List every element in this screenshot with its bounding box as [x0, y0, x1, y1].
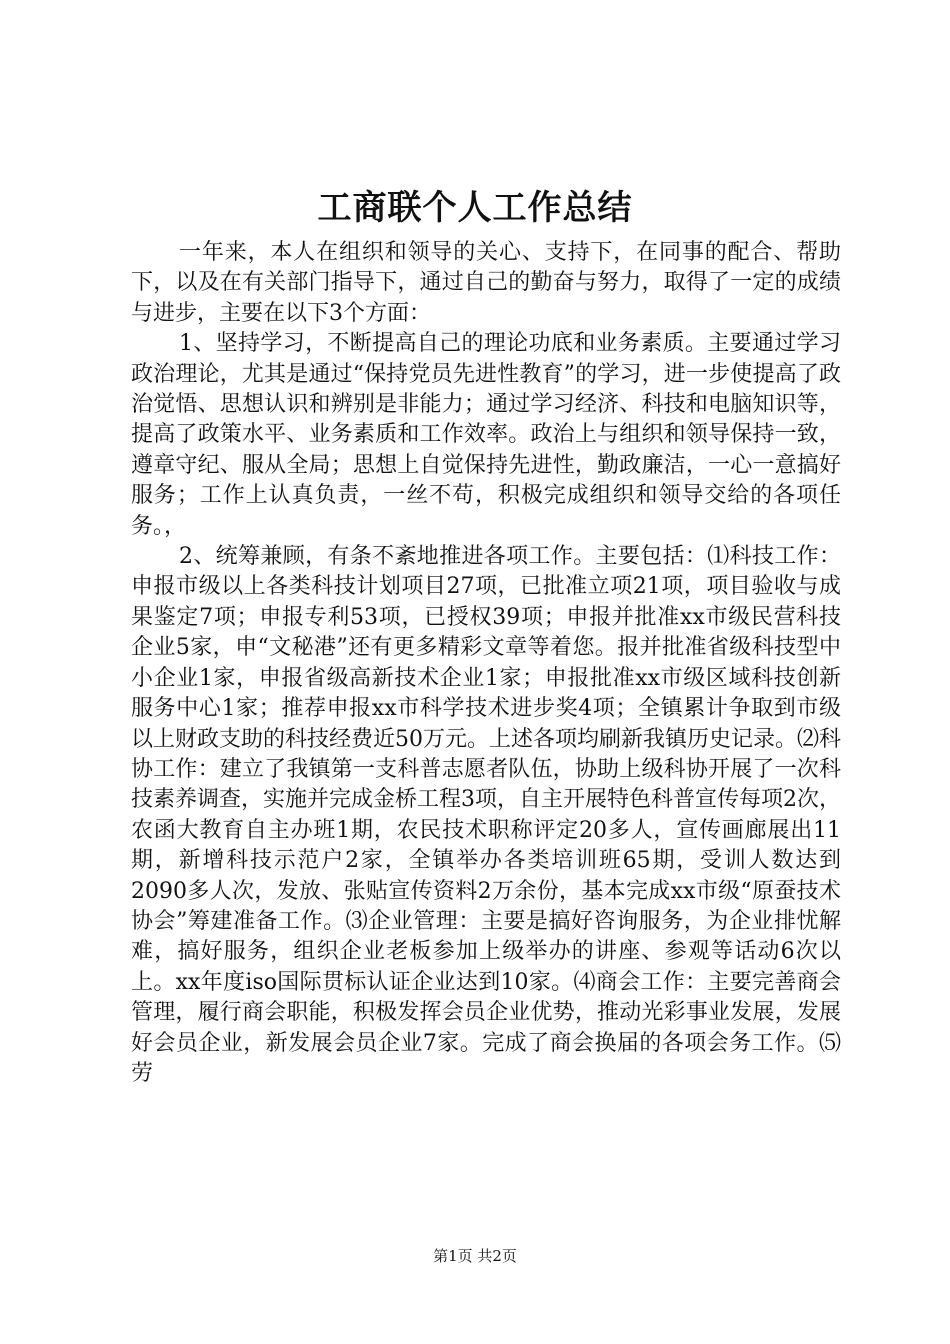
page-footer: 第1页 共2页: [433, 1247, 517, 1265]
paragraph-study: 1、坚持学习，不断提高自己的理论功底和业务素质。主要通过学习政治理论，尤其是通过“保持党员先进性教育”的学习，进一步使提高了政治觉悟、思想认识和辨别是非能力；通过学习经济、科技和电脑知识等，提高了政策水平、业务素质和工作效率。政治上与组织和领导保持一致，遵章守纪、服从全局；思想上自觉保持先进性，勤政廉洁，一心一意搞好服务；工作上认真负责，一丝不苟，积极完成组织和领导交给的各项任务。，: [131, 331, 841, 539]
paragraph-work: 2、统筹兼顾，有条不紊地推进各项工作。主要包括：⑴科技工作：申报市级以上各类科技计划项目27项，已批准立项21项，项目验收与成果鉴定7项；申报专利53项，已授权39项；申报并批准xx市级民营科技企业5家，申“文秘港”还有更多精彩文章等着您。报并批准省级科技型中小企业1家，申报省级高新技术企业1家；申报批准xx市级区域科技创新服务中心1家；推荐申报xx市科学技术进步奖4项；全镇累计争取到市级以上财政支助的科技经费近50万元。上述各项均刷新我镇历史记录。⑵科协工作：建立了我镇第一支科普志愿者队伍，协助上级科协开展了一次科技素养调查，实施并完成金桥工程3项，自主开展特色科普宣传每项2次，农函大教育自主办班1期，农民技术职称评定20多人，宣传画廊展出11期，新增科技示范户2家，全镇举办各类培训班65期，受训人数达到2090多人次，发放、张贴宣传资料2万余份，基本完成xx市级“原蚕技术协会”筹建准备工作。⑶企业管理：主要是搞好咨询服务，为企业排忧解难，搞好服务，组织企业老板参加上级举办的讲座、参观等话动6次以上。xx年度iso国际贯标认证企业达到10家。⑷商会工作：主要完善商会管理，履行商会职能，积极发挥会员企业优势，推动光彩事业发展，发展好会员企业，新发展会员企业7家。完成了商会换届的各项会务工作。⑸劳: [131, 544, 841, 1086]
document-body: [131, 238, 841, 1089]
paragraph-intro: 一年来，本人在组织和领导的关心、支持下，在同事的配合、帮助下，以及在有关部门指导下，通过自己的勤奋与努力，取得了一定的成绩与进步，主要在以下3个方面：: [131, 240, 841, 326]
document-title: 工商联个人工作总结: [317, 188, 633, 228]
